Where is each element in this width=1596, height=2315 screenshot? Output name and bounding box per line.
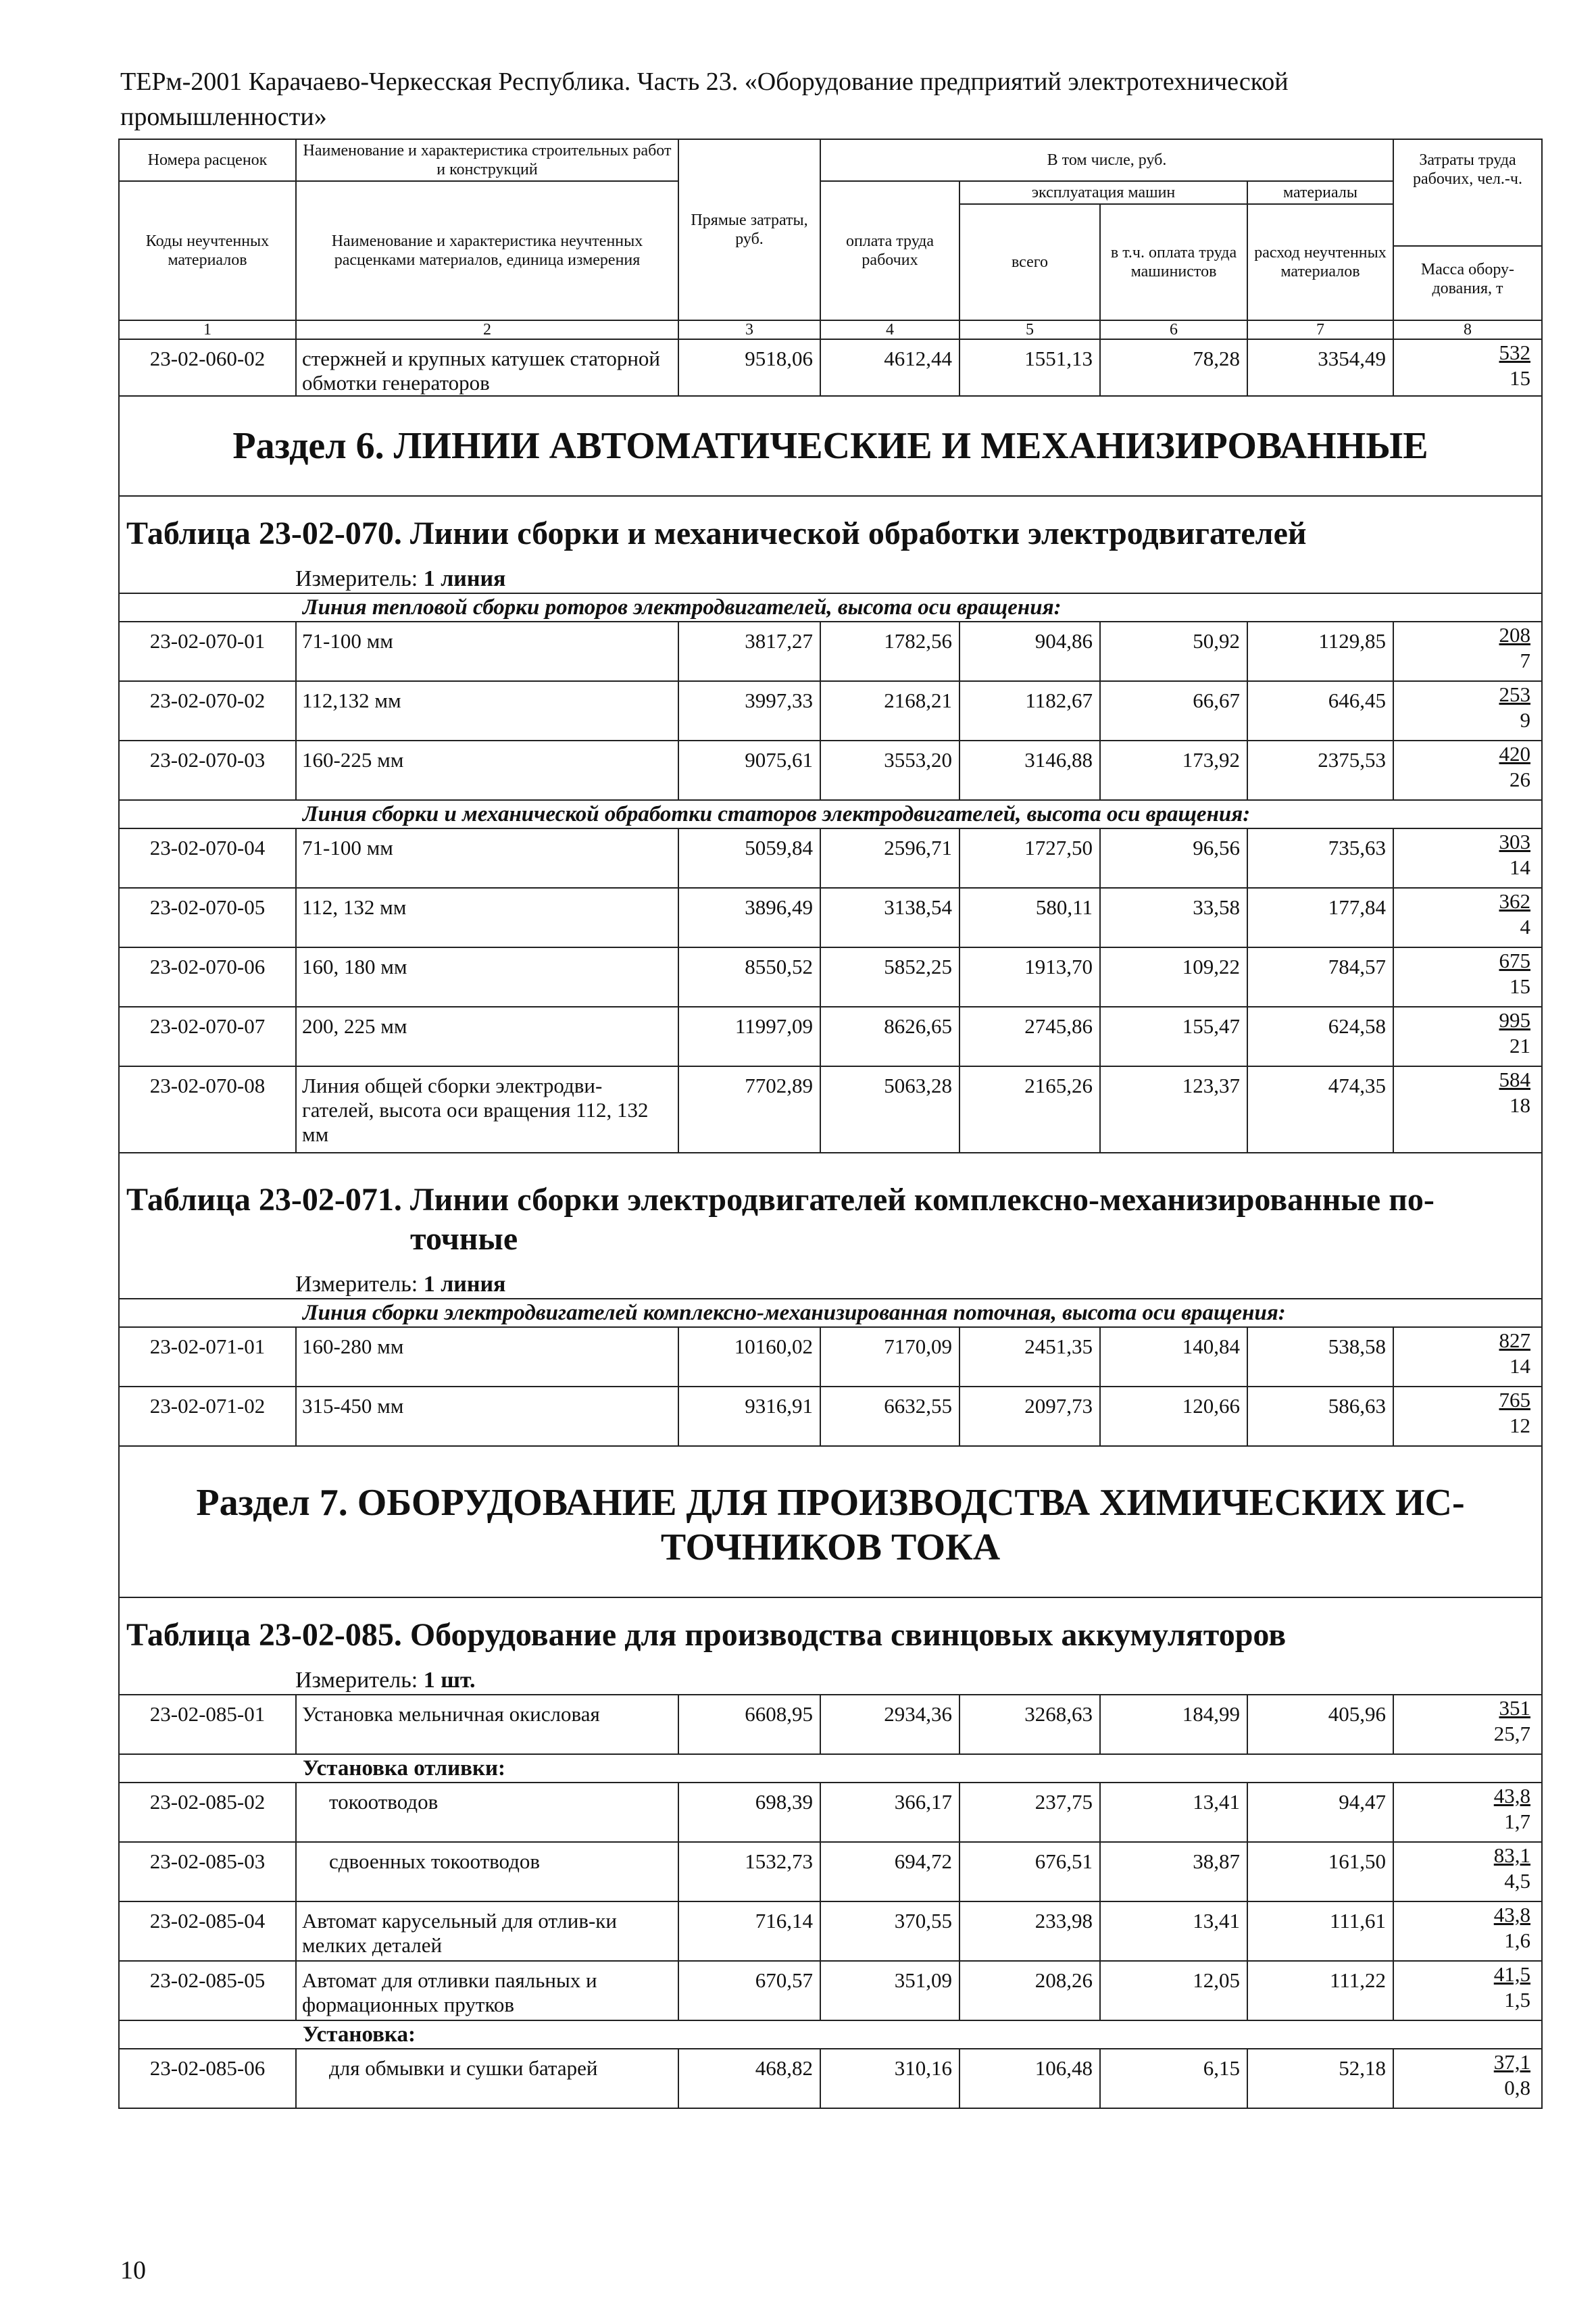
machinists-pay: 78,28 <box>1100 339 1247 396</box>
direct-cost: 11997,09 <box>678 1007 820 1066</box>
machines-total: 233,98 <box>959 1901 1100 1961</box>
group-heading: Линия тепловой сборки роторов электродвигателей, высота оси вращения: <box>296 593 1542 622</box>
labor-pay: 7170,09 <box>820 1327 959 1387</box>
machines-total: 208,26 <box>959 1961 1100 2020</box>
materials-cost: 784,57 <box>1247 947 1393 1007</box>
rate-name: 112, 132 мм <box>296 888 678 947</box>
direct-cost: 670,57 <box>678 1961 820 2020</box>
rate-code: 23-02-070-08 <box>119 1066 296 1153</box>
equipment-mass: 25,7 <box>1493 1722 1530 1745</box>
section-title <box>119 1446 1542 1597</box>
labor-mass-cell <box>1393 888 1542 947</box>
materials-cost: 1129,85 <box>1247 622 1393 681</box>
labor-pay: 5852,25 <box>820 947 959 1007</box>
rates-table <box>118 139 1541 2109</box>
col-number-3: 3 <box>678 320 820 339</box>
machines-total: 2165,26 <box>959 1066 1100 1153</box>
col-number-1: 1 <box>119 320 296 339</box>
machines-total: 2451,35 <box>959 1327 1100 1387</box>
labor-pay: 370,55 <box>820 1901 959 1961</box>
equipment-mass: 21 <box>1510 1034 1530 1057</box>
table-row <box>119 741 1542 800</box>
rate-code: 23-02-085-01 <box>119 1695 296 1754</box>
rate-name: Автомат карусельный для отлив-ки мелких деталей <box>296 1901 678 1961</box>
rate-code: 23-02-085-05 <box>119 1961 296 2020</box>
materials-cost: 177,84 <box>1247 888 1393 947</box>
materials-cost: 405,96 <box>1247 1695 1393 1754</box>
materials-cost: 3354,49 <box>1247 339 1393 396</box>
direct-cost: 7702,89 <box>678 1066 820 1153</box>
materials-cost: 94,47 <box>1247 1783 1393 1842</box>
rate-code: 23-02-060-02 <box>119 339 296 396</box>
labor-hours: 43,8 <box>1493 1903 1530 1926</box>
col-materials-use: расход неучтенных материалов <box>1247 204 1393 320</box>
meter <box>119 1663 1542 1695</box>
rate-code: 23-02-070-02 <box>119 681 296 741</box>
section-title: Раздел 6. ЛИНИИ АВТОМАТИЧЕСКИЕ И МЕХАНИЗИРОВАННЫЕ <box>119 396 1542 496</box>
meter-value: 1 линия <box>423 566 506 591</box>
group-heading: Линия сборки и механической обработки статоров электродвигателей, высота оси вращения: <box>296 800 1542 828</box>
labor-mass-cell <box>1393 681 1542 741</box>
machinists-pay: 38,87 <box>1100 1842 1247 1901</box>
rate-code: 23-02-070-05 <box>119 888 296 947</box>
machines-total: 1913,70 <box>959 947 1100 1007</box>
labor-pay: 366,17 <box>820 1783 959 1842</box>
table-title-line: точные <box>410 1221 518 1257</box>
rate-name: Автомат для отливки паяльных и формационных прутков <box>296 1961 678 2020</box>
labor-hours: 584 <box>1499 1068 1530 1091</box>
machinists-pay: 123,37 <box>1100 1066 1247 1153</box>
section-title-line: ТОЧНИКОВ ТОКА <box>660 1526 1001 1568</box>
rate-code: 23-02-070-07 <box>119 1007 296 1066</box>
labor-mass-cell <box>1393 741 1542 800</box>
table-row <box>119 681 1542 741</box>
materials-cost: 624,58 <box>1247 1007 1393 1066</box>
rate-code: 23-02-071-02 <box>119 1387 296 1446</box>
table-title: Таблица 23-02-085. Оборудование для производства свинцовых аккумуляторов <box>119 1597 1542 1663</box>
machines-total: 1727,50 <box>959 828 1100 888</box>
rate-code: 23-02-070-01 <box>119 622 296 681</box>
equipment-mass: 1,5 <box>1504 1988 1530 2012</box>
labor-pay: 351,09 <box>820 1961 959 2020</box>
meter-label: Измеритель: <box>295 1668 418 1693</box>
table-title: Таблица 23-02-070. Линии сборки и механической обработки электродвигателей <box>119 496 1542 562</box>
meter-label: Измеритель: <box>295 566 418 591</box>
rate-name: 160-280 мм <box>296 1327 678 1387</box>
direct-cost: 716,14 <box>678 1901 820 1961</box>
equipment-mass: 0,8 <box>1504 2076 1530 2099</box>
rate-code: 23-02-085-06 <box>119 2049 296 2108</box>
table-row <box>119 1387 1542 1446</box>
machines-total: 2745,86 <box>959 1007 1100 1066</box>
materials-cost: 2375,53 <box>1247 741 1393 800</box>
table-title <box>119 1153 1542 1267</box>
equipment-mass: 4,5 <box>1504 1869 1530 1893</box>
materials-cost: 586,63 <box>1247 1387 1393 1446</box>
rate-code: 23-02-085-03 <box>119 1842 296 1901</box>
table-row <box>119 1783 1542 1842</box>
col-equipment-mass: Масса обору-дования, т <box>1420 261 1515 297</box>
labor-hours: 827 <box>1499 1328 1530 1352</box>
col-work-name: Наименование и характеристика строительных работ и конструкций <box>296 139 678 181</box>
machines-total: 106,48 <box>959 2049 1100 2108</box>
equipment-mass: 26 <box>1510 768 1530 791</box>
table-title-line: Таблица 23-02-071. Линии сборки электродвигателей комплексно-механизированные по- <box>126 1182 1435 1218</box>
labor-mass-cell <box>1393 1007 1542 1066</box>
labor-pay: 8626,65 <box>820 1007 959 1066</box>
labor-pay: 1782,56 <box>820 622 959 681</box>
machinists-pay: 33,58 <box>1100 888 1247 947</box>
labor-pay: 2934,36 <box>820 1695 959 1754</box>
table-row <box>119 1695 1542 1754</box>
group-spacer <box>119 800 296 828</box>
machinists-pay: 120,66 <box>1100 1387 1247 1446</box>
materials-cost: 111,22 <box>1247 1961 1393 2020</box>
labor-mass-cell <box>1393 1695 1542 1754</box>
equipment-mass: 14 <box>1510 1354 1530 1378</box>
machines-total: 676,51 <box>959 1842 1100 1901</box>
col-number-8: 8 <box>1393 320 1542 339</box>
labor-mass-cell <box>1393 947 1542 1007</box>
machinists-pay: 96,56 <box>1100 828 1247 888</box>
labor-hours: 41,5 <box>1493 1962 1530 1986</box>
machines-total: 1551,13 <box>959 339 1100 396</box>
materials-cost: 735,63 <box>1247 828 1393 888</box>
labor-mass-cell <box>1393 2049 1542 2108</box>
labor-hours: 303 <box>1499 830 1530 853</box>
table-row <box>119 2049 1542 2108</box>
labor-hours: 362 <box>1499 889 1530 913</box>
group-spacer <box>119 2020 296 2049</box>
rate-code: 23-02-070-04 <box>119 828 296 888</box>
table-row <box>119 1901 1542 1961</box>
col-rates-numbers: Номера расценок <box>119 139 296 181</box>
labor-mass-cell <box>1393 1783 1542 1842</box>
meter-value: 1 шт. <box>423 1668 476 1693</box>
rate-code: 23-02-071-01 <box>119 1327 296 1387</box>
table-row <box>119 888 1542 947</box>
direct-cost: 698,39 <box>678 1783 820 1842</box>
direct-cost: 9075,61 <box>678 741 820 800</box>
materials-cost: 111,61 <box>1247 1901 1393 1961</box>
group-spacer <box>119 1299 296 1327</box>
meter-label: Измеритель: <box>295 1272 418 1297</box>
machines-total: 1182,67 <box>959 681 1100 741</box>
table-row <box>119 339 1542 396</box>
machinists-pay: 13,41 <box>1100 1901 1247 1961</box>
table-row <box>119 1961 1542 2020</box>
machinists-pay: 12,05 <box>1100 1961 1247 2020</box>
labor-hours: 253 <box>1499 682 1530 706</box>
equipment-mass: 4 <box>1520 915 1530 939</box>
section-title-line: Раздел 7. ОБОРУДОВАНИЕ ДЛЯ ПРОИЗВОДСТВА ХИМИЧЕСКИХ ИС- <box>196 1482 1465 1524</box>
equipment-mass: 1,6 <box>1504 1928 1530 1952</box>
rate-code: 23-02-070-03 <box>119 741 296 800</box>
materials-cost: 161,50 <box>1247 1842 1393 1901</box>
machines-total: 3268,63 <box>959 1695 1100 1754</box>
labor-pay: 4612,44 <box>820 339 959 396</box>
rate-name: Линия общей сборки электродви-гателей, высота оси вращения 112, 132 мм <box>296 1066 678 1153</box>
direct-cost: 3817,27 <box>678 622 820 681</box>
labor-mass-cell <box>1393 1961 1542 2020</box>
page-number: 10 <box>120 2256 146 2285</box>
document-header: ТЕРм-2001 Карачаево-Черкесская Республика. Часть 23. «Оборудование предприятий электротехнической промышленности» <box>120 68 1289 131</box>
materials-cost: 646,45 <box>1247 681 1393 741</box>
labor-hours: 532 <box>1499 341 1530 364</box>
rate-name: 71-100 мм <box>296 622 678 681</box>
labor-pay: 2168,21 <box>820 681 959 741</box>
rate-name: сдвоенных токоотводов <box>296 1842 678 1901</box>
table-row <box>119 1327 1542 1387</box>
labor-mass-cell <box>1393 828 1542 888</box>
labor-hours: 43,8 <box>1493 1784 1530 1808</box>
rate-name: токоотводов <box>296 1783 678 1842</box>
materials-cost: 474,35 <box>1247 1066 1393 1153</box>
group-heading: Установка отливки: <box>296 1754 1542 1783</box>
rate-name: 200, 225 мм <box>296 1007 678 1066</box>
group-heading: Установка: <box>296 2020 1542 2049</box>
labor-hours: 83,1 <box>1493 1843 1530 1867</box>
machines-total: 580,11 <box>959 888 1100 947</box>
direct-cost: 6608,95 <box>678 1695 820 1754</box>
col-number-4: 4 <box>820 320 959 339</box>
rate-code: 23-02-070-06 <box>119 947 296 1007</box>
col-labor-mass <box>1393 139 1542 320</box>
table-row <box>119 828 1542 888</box>
machinists-pay: 13,41 <box>1100 1783 1247 1842</box>
table-row <box>119 947 1542 1007</box>
labor-hours: 995 <box>1499 1008 1530 1032</box>
direct-cost: 3896,49 <box>678 888 820 947</box>
equipment-mass: 12 <box>1510 1414 1530 1437</box>
meter <box>119 562 1542 593</box>
equipment-mass: 18 <box>1510 1093 1530 1117</box>
labor-hours: 765 <box>1499 1388 1530 1412</box>
equipment-mass: 15 <box>1510 974 1530 998</box>
labor-pay: 310,16 <box>820 2049 959 2108</box>
group-spacer <box>119 593 296 622</box>
col-number-5: 5 <box>959 320 1100 339</box>
col-including: В том числе, руб. <box>820 139 1393 181</box>
labor-mass-cell <box>1393 1842 1542 1901</box>
direct-cost: 9518,06 <box>678 339 820 396</box>
labor-hours: 37,1 <box>1493 2050 1530 2074</box>
labor-mass-cell <box>1393 339 1542 396</box>
rate-name: Установка мельничная окисловая <box>296 1695 678 1754</box>
col-direct-costs: Прямые затраты, руб. <box>678 139 820 320</box>
labor-pay: 3553,20 <box>820 741 959 800</box>
rate-name: 315-450 мм <box>296 1387 678 1446</box>
rate-name: стержней и крупных катушек статорной обмотки генераторов <box>296 339 678 396</box>
labor-mass-cell <box>1393 1901 1542 1961</box>
rate-name: 71-100 мм <box>296 828 678 888</box>
equipment-mass: 1,7 <box>1504 1810 1530 1833</box>
labor-pay: 694,72 <box>820 1842 959 1901</box>
machinists-pay: 184,99 <box>1100 1695 1247 1754</box>
table-row <box>119 622 1542 681</box>
meter-value: 1 линия <box>423 1272 506 1297</box>
machines-total: 3146,88 <box>959 741 1100 800</box>
equipment-mass: 14 <box>1510 855 1530 879</box>
table-row <box>119 1066 1542 1153</box>
labor-hours: 675 <box>1499 949 1530 972</box>
machinists-pay: 155,47 <box>1100 1007 1247 1066</box>
rate-name: для обмывки и сушки батарей <box>296 2049 678 2108</box>
col-number-6: 6 <box>1100 320 1247 339</box>
rate-name: 160, 180 мм <box>296 947 678 1007</box>
rate-code: 23-02-085-02 <box>119 1783 296 1842</box>
machinists-pay: 173,92 <box>1100 741 1247 800</box>
col-labor-pay: оплата труда рабочих <box>820 181 959 320</box>
machinists-pay: 109,22 <box>1100 947 1247 1007</box>
labor-mass-cell <box>1393 622 1542 681</box>
labor-mass-cell <box>1393 1327 1542 1387</box>
direct-cost: 1532,73 <box>678 1842 820 1901</box>
equipment-mass: 9 <box>1520 708 1530 732</box>
machines-total: 237,75 <box>959 1783 1100 1842</box>
col-material-codes: Коды неучтенных материалов <box>119 181 296 320</box>
meter <box>119 1267 1542 1299</box>
labor-pay: 5063,28 <box>820 1066 959 1153</box>
col-machines: эксплуатация машин <box>959 181 1247 204</box>
col-labor-costs: Затраты труда рабочих, чел.-ч. <box>1394 148 1541 247</box>
labor-pay: 6632,55 <box>820 1387 959 1446</box>
rate-name: 112,132 мм <box>296 681 678 741</box>
machinists-pay: 50,92 <box>1100 622 1247 681</box>
labor-mass-cell <box>1393 1387 1542 1446</box>
equipment-mass: 7 <box>1520 649 1530 672</box>
direct-cost: 9316,91 <box>678 1387 820 1446</box>
machines-total: 2097,73 <box>959 1387 1100 1446</box>
machinists-pay: 66,67 <box>1100 681 1247 741</box>
direct-cost: 10160,02 <box>678 1327 820 1387</box>
direct-cost: 3997,33 <box>678 681 820 741</box>
col-machinists-pay: в т.ч. оплата труда машинистов <box>1100 204 1247 320</box>
labor-hours: 208 <box>1499 623 1530 647</box>
col-number-2: 2 <box>296 320 678 339</box>
labor-pay: 3138,54 <box>820 888 959 947</box>
direct-cost: 5059,84 <box>678 828 820 888</box>
direct-cost: 468,82 <box>678 2049 820 2108</box>
direct-cost: 8550,52 <box>678 947 820 1007</box>
labor-mass-cell <box>1393 1066 1542 1153</box>
col-number-7: 7 <box>1247 320 1393 339</box>
group-heading: Линия сборки электродвигателей комплексно-механизированная поточная, высота оси вращения: <box>296 1299 1542 1327</box>
equipment-mass: 15 <box>1510 366 1530 390</box>
machinists-pay: 6,15 <box>1100 2049 1247 2108</box>
col-material-name: Наименование и характеристика неучтенных расценками материалов, единица измерения <box>296 181 678 320</box>
rate-name: 160-225 мм <box>296 741 678 800</box>
table-row <box>119 1007 1542 1066</box>
materials-cost: 52,18 <box>1247 2049 1393 2108</box>
col-machines-total: всего <box>959 204 1100 320</box>
materials-cost: 538,58 <box>1247 1327 1393 1387</box>
rate-code: 23-02-085-04 <box>119 1901 296 1961</box>
labor-pay: 2596,71 <box>820 828 959 888</box>
machinists-pay: 140,84 <box>1100 1327 1247 1387</box>
col-materials: материалы <box>1247 181 1393 204</box>
labor-hours: 420 <box>1499 742 1530 766</box>
labor-hours: 351 <box>1499 1696 1530 1720</box>
table-row <box>119 1842 1542 1901</box>
group-spacer <box>119 1754 296 1783</box>
machines-total: 904,86 <box>959 622 1100 681</box>
